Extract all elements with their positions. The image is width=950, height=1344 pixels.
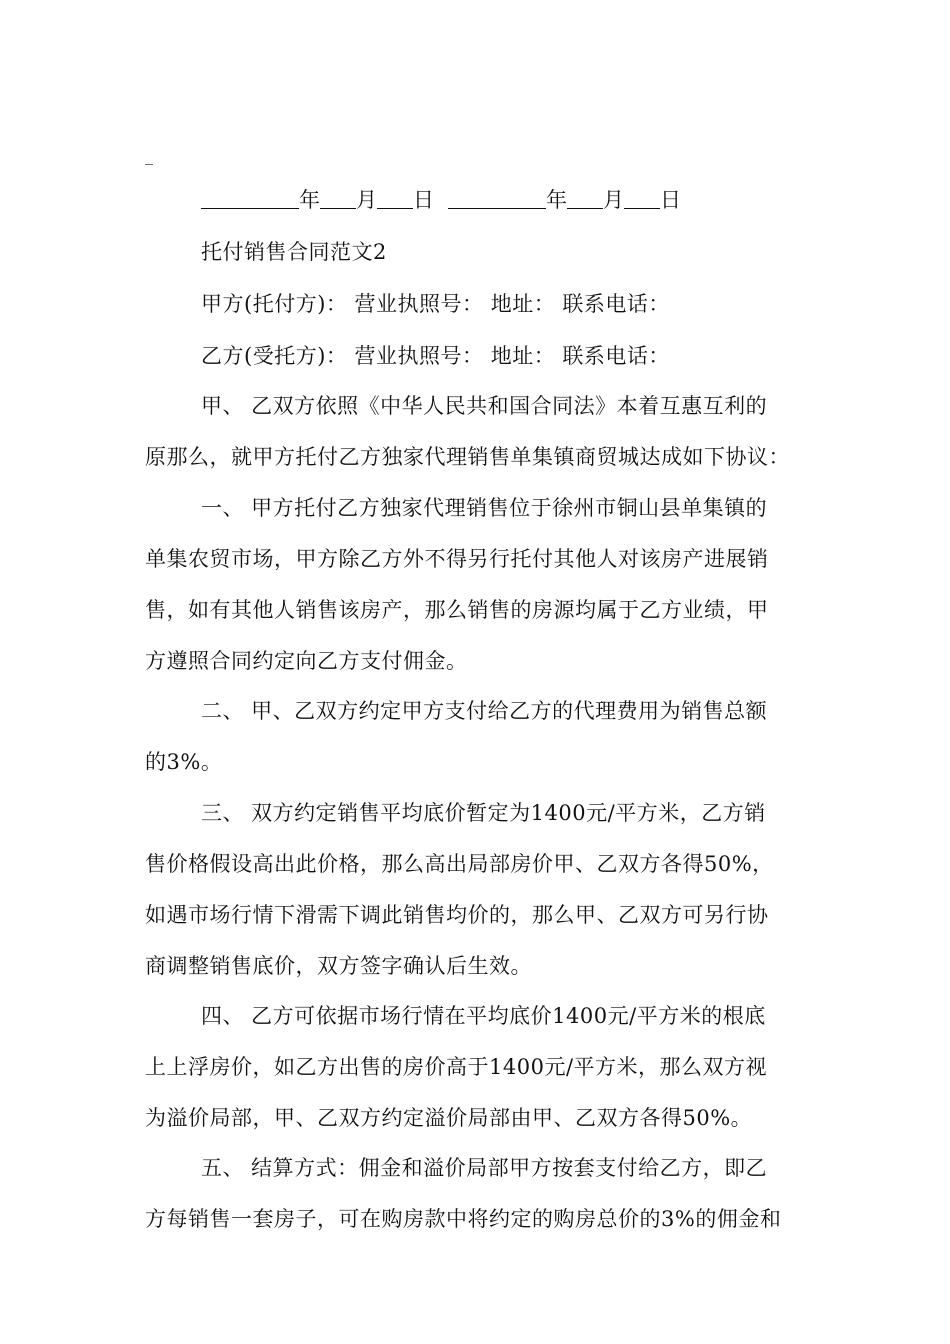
- date-blank-year-1: [201, 188, 299, 209]
- body-line: 售，如有其他人销售该房产，那么销售的房源均属于乙方业绩，甲: [145, 598, 769, 622]
- body-line: 方遵照合同约定向乙方支付佣金。: [145, 649, 468, 673]
- date-year-label-1: 年: [299, 188, 320, 212]
- body-line: 的3%。: [145, 750, 223, 774]
- body-line: 甲、 乙双方依照《中华人民共和国合同法》本着互惠互利的: [201, 394, 768, 418]
- body-line: 上上浮房价，如乙方出售的房价高于1400元/平方米，那么双方视: [145, 1055, 768, 1079]
- date-day-label-1: 日: [413, 188, 434, 212]
- body-line: 售价格假设高出此价格，那么高出局部房价甲、乙双方各得50%，: [145, 852, 774, 876]
- date-blank-year-2: [448, 188, 546, 209]
- date-day-label-2: 日: [660, 188, 681, 212]
- header-mark: _: [145, 146, 153, 165]
- body-line: 四、 乙方可依据市场行情在平均底价1400元/平方米的根底: [201, 1004, 766, 1028]
- body-line: 原那么，就甲方托付乙方独家代理销售单集镇商贸城达成如下协议：: [145, 445, 790, 469]
- body-line: 为溢价局部，甲、乙双方约定溢价局部由甲、乙双方各得50%。: [145, 1106, 753, 1130]
- date-year-label-2: 年: [546, 188, 567, 212]
- body-line: 如遇市场行情下滑需下调此销售均价的，那么甲、乙双方可另行协: [145, 903, 769, 927]
- body-line: 一、 甲方托付乙方独家代理销售位于徐州市铜山县单集镇的: [201, 496, 768, 520]
- body-line: 单集农贸市场，甲方除乙方外不得另行托付其他人对该房产进展销: [145, 547, 769, 571]
- body-line: 五、 结算方式：佣金和溢价局部甲方按套支付给乙方，即乙: [201, 1156, 768, 1180]
- body-line: 三、 双方约定销售平均底价暂定为1400元/平方米，乙方销: [201, 801, 766, 825]
- body-line: 方每销售一套房子，可在购房款中将约定的购房总价的3%的佣金和: [145, 1207, 782, 1231]
- date-blank-month-1: [320, 188, 356, 209]
- date-row: [201, 184, 681, 214]
- date-blank-day-1: [377, 188, 413, 209]
- body-line: 二、 甲、乙双方约定甲方支付给乙方的代理费用为销售总额: [201, 699, 768, 723]
- date-month-label-1: 月: [356, 188, 377, 212]
- document-title: 托付销售合同范文2: [201, 240, 387, 264]
- date-blank-day-2: [624, 188, 660, 209]
- date-blank-month-2: [567, 188, 603, 209]
- party-a-line: 甲方(托付方)： 营业执照号： 地址： 联系电话：: [201, 292, 670, 316]
- body-line: 商调整销售底价，双方签字确认后生效。: [145, 954, 532, 978]
- date-month-label-2: 月: [603, 188, 624, 212]
- party-b-line: 乙方(受托方)： 营业执照号： 地址： 联系电话：: [201, 344, 670, 368]
